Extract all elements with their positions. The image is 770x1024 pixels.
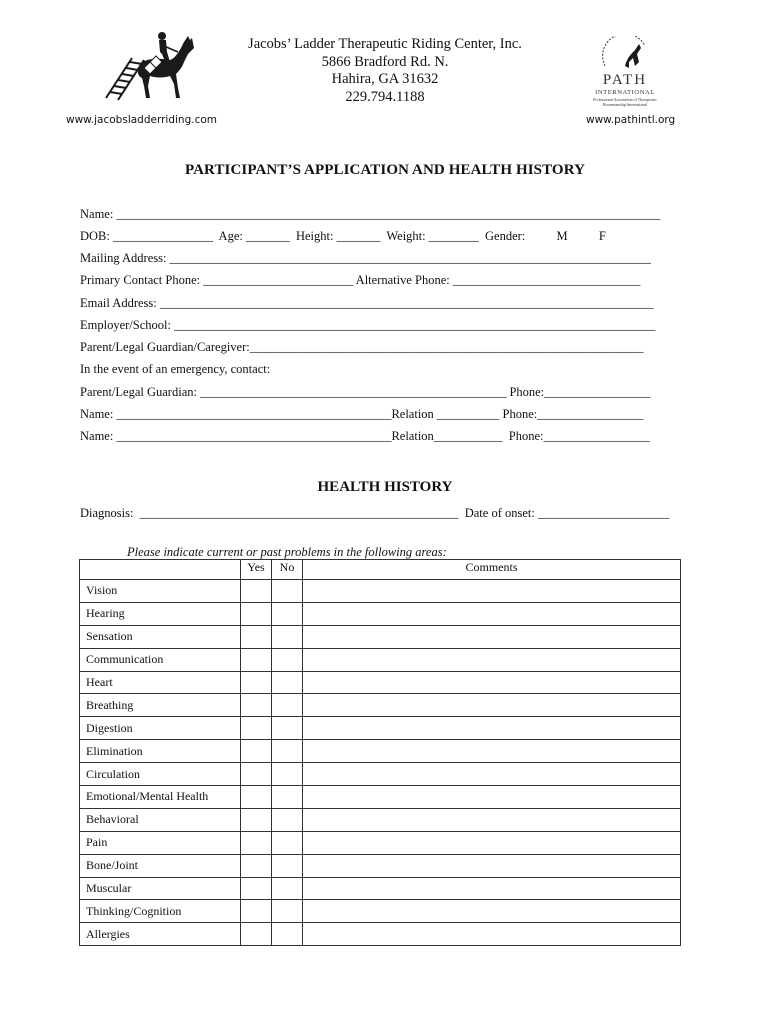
row-label: Circulation <box>80 763 241 786</box>
comments-cell[interactable] <box>303 648 681 671</box>
no-cell[interactable] <box>272 900 303 923</box>
yes-cell[interactable] <box>241 671 272 694</box>
table-row <box>80 808 681 831</box>
comments-cell[interactable] <box>303 694 681 717</box>
row-label: Bone/Joint <box>80 854 241 877</box>
table-row <box>80 740 681 763</box>
dob-age-height-weight-gender-line[interactable]: DOB: ________________ Age: _______ Height: _______ Weight: ________ Gender: M F <box>80 229 606 243</box>
comments-cell[interactable] <box>303 808 681 831</box>
diagnosis-line[interactable]: Diagnosis: ___________________________________________________ Date of onset: _____________________ <box>80 506 670 520</box>
table-row <box>80 831 681 854</box>
table-row <box>80 786 681 809</box>
row-label: Pain <box>80 831 241 854</box>
comments-cell[interactable] <box>303 831 681 854</box>
table-header-row <box>80 560 681 580</box>
row-label: Behavioral <box>80 808 241 831</box>
table-row <box>80 763 681 786</box>
row-label: Thinking/Cognition <box>80 900 241 923</box>
org-phone: 229.794.1188 <box>345 88 425 105</box>
row-label: Hearing <box>80 602 241 625</box>
no-cell[interactable] <box>272 763 303 786</box>
emergency-contact-line-2[interactable]: Name: ____________________________________________Relation___________ Phone:_________________ <box>80 429 650 443</box>
path-horse-icon <box>595 36 655 72</box>
org-city: Hahira, GA 31632 <box>331 71 439 87</box>
comments-cell[interactable] <box>303 580 681 603</box>
yes-cell[interactable] <box>241 740 272 763</box>
comments-cell[interactable] <box>303 717 681 740</box>
comments-cell[interactable] <box>303 625 681 648</box>
yes-cell[interactable] <box>241 648 272 671</box>
table-row <box>80 900 681 923</box>
table-row <box>80 602 681 625</box>
comments-cell[interactable] <box>303 763 681 786</box>
row-label: Vision <box>80 580 241 603</box>
yes-cell[interactable] <box>241 694 272 717</box>
yes-cell[interactable] <box>241 808 272 831</box>
row-label: Digestion <box>80 717 241 740</box>
yes-cell[interactable] <box>241 625 272 648</box>
header-no: No <box>272 560 303 580</box>
org-street: 5866 Bradford Rd. N. <box>321 53 449 70</box>
row-label: Communication <box>80 648 241 671</box>
row-label: Sensation <box>80 625 241 648</box>
path-tagline-2: Horsemanship International <box>602 102 648 107</box>
health-problems-table <box>79 559 681 946</box>
table-row <box>80 625 681 648</box>
yes-cell[interactable] <box>241 831 272 854</box>
comments-cell[interactable] <box>303 786 681 809</box>
no-cell[interactable] <box>272 831 303 854</box>
form-title: PARTICIPANT’S APPLICATION AND HEALTH HISTORY <box>184 162 586 178</box>
yes-cell[interactable] <box>241 786 272 809</box>
mailing-address-line[interactable]: Mailing Address: _____________________________________________________________________________ <box>80 251 651 265</box>
table-row <box>80 877 681 900</box>
table-row <box>80 694 681 717</box>
table-row <box>80 671 681 694</box>
no-cell[interactable] <box>272 717 303 740</box>
no-cell[interactable] <box>272 740 303 763</box>
no-cell[interactable] <box>272 808 303 831</box>
website-link-right[interactable]: www.pathintl.org <box>586 114 676 126</box>
table-row <box>80 580 681 603</box>
table-row <box>80 717 681 740</box>
header-area <box>80 560 241 580</box>
yes-cell[interactable] <box>241 580 272 603</box>
health-table-instructions: Please indicate current or past problems in the following areas: <box>127 545 447 559</box>
guardian-caregiver-line[interactable]: Parent/Legal Guardian/Caregiver:_______________________________________________________________ <box>80 340 644 354</box>
row-label: Elimination <box>80 740 241 763</box>
table-row <box>80 648 681 671</box>
emergency-contact-line-1[interactable]: Name: ____________________________________________Relation __________ Phone:_________________ <box>80 407 644 421</box>
row-label: Heart <box>80 671 241 694</box>
table-row <box>80 923 681 946</box>
no-cell[interactable] <box>272 694 303 717</box>
row-label: Allergies <box>80 923 241 946</box>
yes-cell[interactable] <box>241 717 272 740</box>
table-row <box>80 854 681 877</box>
comments-cell[interactable] <box>303 854 681 877</box>
no-cell[interactable] <box>272 877 303 900</box>
no-cell[interactable] <box>272 602 303 625</box>
comments-cell[interactable] <box>303 900 681 923</box>
comments-cell[interactable] <box>303 923 681 946</box>
no-cell[interactable] <box>272 854 303 877</box>
website-link-left[interactable]: www.jacobsladderriding.com <box>66 114 217 126</box>
org-name: Jacobs’ Ladder Therapeutic Riding Center, Inc. <box>248 36 522 52</box>
health-history-title: HEALTH HISTORY <box>317 479 453 495</box>
yes-cell[interactable] <box>241 602 272 625</box>
no-cell[interactable] <box>272 786 303 809</box>
path-international-logo <box>588 36 662 107</box>
employer-school-line[interactable]: Employer/School: _____________________________________________________________________________ <box>80 318 656 332</box>
comments-cell[interactable] <box>303 671 681 694</box>
emergency-contact-heading: In the event of an emergency, contact: <box>80 362 271 376</box>
yes-cell[interactable] <box>241 763 272 786</box>
yes-cell[interactable] <box>241 854 272 877</box>
path-tagline-1: Professional Association of Therapeutic <box>593 97 657 102</box>
email-address-line[interactable]: Email Address: _______________________________________________________________________________ <box>80 296 654 310</box>
no-cell[interactable] <box>272 648 303 671</box>
comments-cell[interactable] <box>303 877 681 900</box>
header-yes: Yes <box>241 560 272 580</box>
yes-cell[interactable] <box>241 877 272 900</box>
comments-cell[interactable] <box>303 740 681 763</box>
row-label: Muscular <box>80 877 241 900</box>
name-field-line[interactable]: Name: _______________________________________________________________________________________ <box>80 207 661 221</box>
row-label: Breathing <box>80 694 241 717</box>
no-cell[interactable] <box>272 580 303 603</box>
no-cell[interactable] <box>272 923 303 946</box>
header-comments: Comments <box>303 560 681 580</box>
yes-cell[interactable] <box>241 900 272 923</box>
no-cell[interactable] <box>272 671 303 694</box>
row-label: Emotional/Mental Health <box>80 786 241 809</box>
path-international: INTERNATIONAL <box>595 89 655 96</box>
emergency-guardian-line[interactable]: Parent/Legal Guardian: _________________________________________________ Phone:_________________ <box>80 385 651 399</box>
no-cell[interactable] <box>272 625 303 648</box>
yes-cell[interactable] <box>241 923 272 946</box>
contact-phone-line[interactable]: Primary Contact Phone: ________________________ Alternative Phone: ______________________________ <box>80 273 641 287</box>
comments-cell[interactable] <box>303 602 681 625</box>
path-wordmark: PATH <box>602 72 648 88</box>
